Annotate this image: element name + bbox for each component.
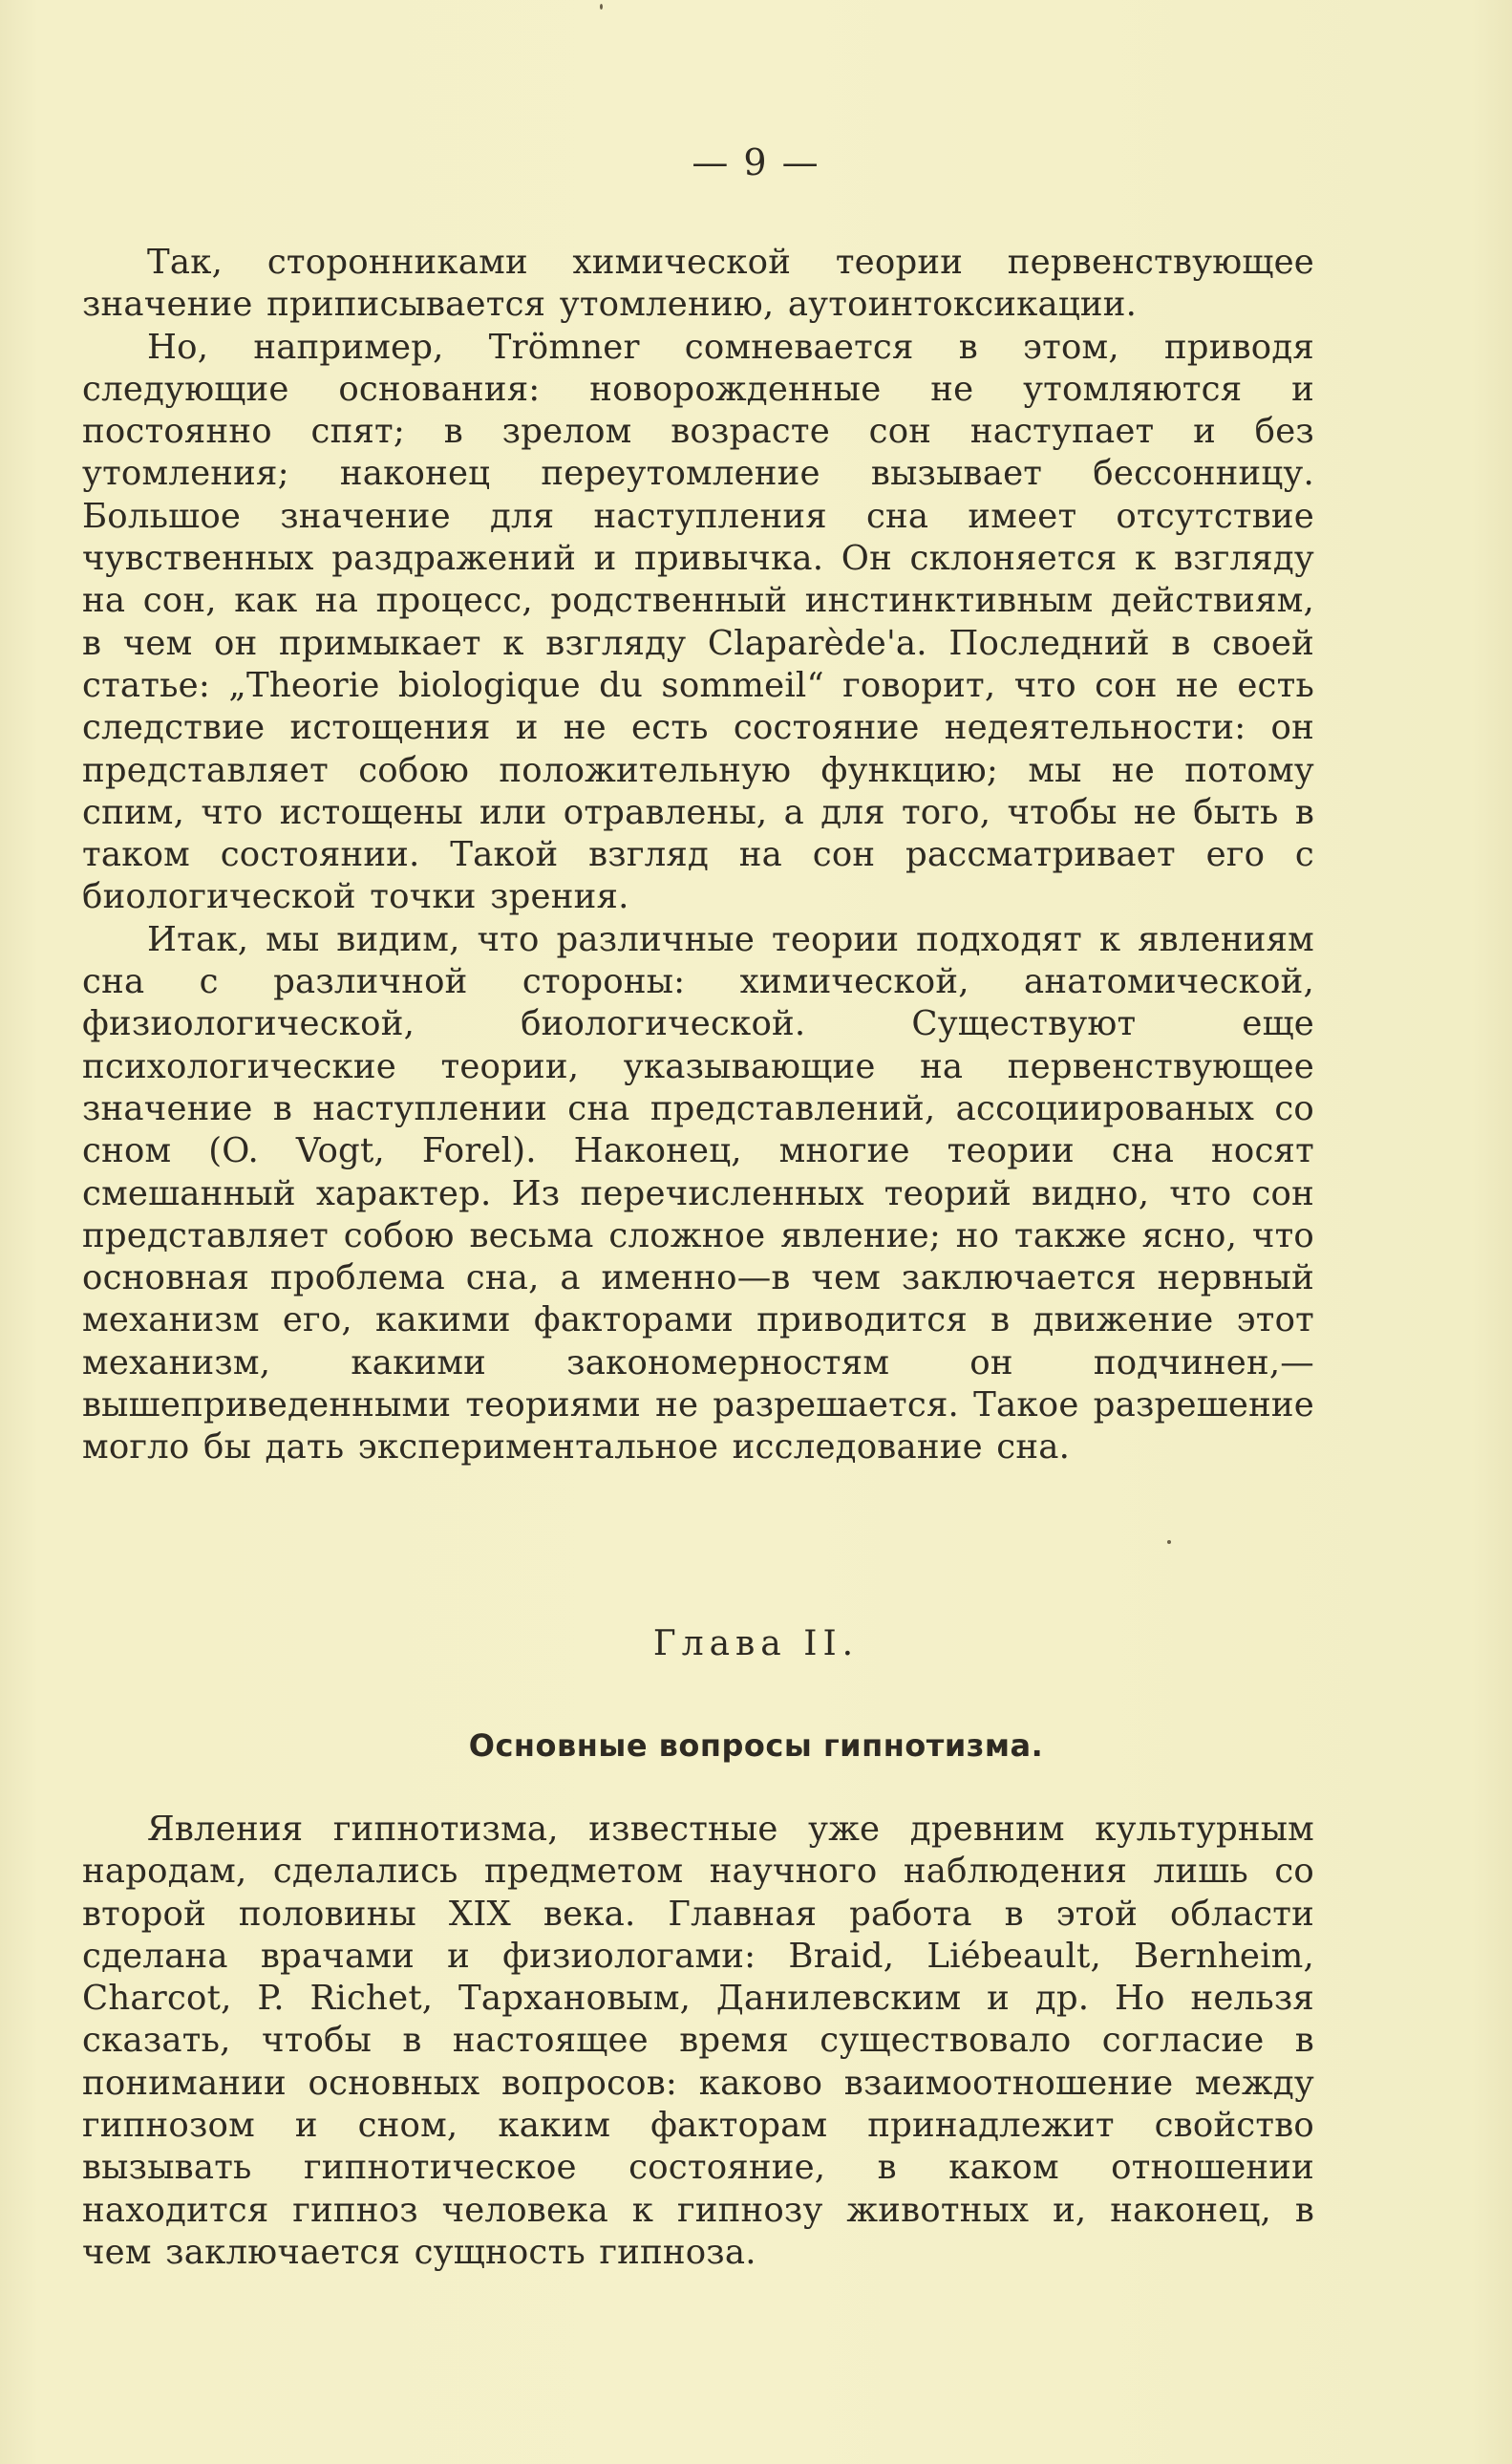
paragraph: Итак, мы видим, что различные теории подходят к явлениям сна с различной стороны: химической, анатомической, физиологической, биологической. Существуют еще психологические теории, указывающие на первенствующее значение в наступлении сна представлений, ассоциированых со сном (O. Vogt, Forel). Наконец, многие теории сна носят смешанный характер. Из перечисленных теорий видно, что сон представляет собою весьма сложное явление; но также ясно, что основная проблема сна, а именно—в чем заключается нервный механизм его, какими факторами приводится в движение этот механизм, какими закономерностям он подчинен,—вышеприведенными теориями не разрешается. Такое разрешение могло бы дать экспериментальное исследование сна.	[82, 919, 1314, 1468]
print-speck	[600, 4, 603, 10]
paragraph: Явления гипнотизма, известные уже древним культурным народам, сделались предметом научного наблюдения лишь со второй половины XIX века. Главная работа в этой области сделана врачами и физиологами: Braid, Liébeault, Bernheim, Charcot, P. Richet, Тархановым, Данилевским и др. Но нельзя сказать, чтобы в настоящее время существовало согласие в понимании основных вопросов: каково взаимоотношение между гипнозом и сном, каким факторам принадлежит свойство вызывать гипнотическое состояние, в каком отношении находится гипноз человека к гипнозу животных и, наконец, в чем заключается сущность гипноза.	[82, 1810, 1314, 2272]
top-section	[82, 242, 1314, 1469]
chapter-number: Глава II.	[652, 1624, 860, 1663]
bottom-section	[82, 1809, 1314, 2274]
chapter-title: Основные вопросы гипнотизма.	[468, 1727, 1044, 1764]
paragraph: Так, сторонниками химической теории первенствующее значение приписывается утомлению, аутоинтоксикации.	[82, 243, 1314, 325]
page-number: — 9 —	[692, 141, 820, 183]
print-speck	[1167, 1540, 1171, 1544]
paragraph: Но, например, Trömner сомневается в этом, приводя следующие основания: новорожденные не утомляются и постоянно спят; в зрелом возрасте сон наступает и без утомления; наконец переутомление вызывает бессонницу. Большое значение для наступления сна имеет отсутствие чувственных раздражений и привычка. Он склоняется к взгляду на сон, как на процесс, родственный инстинктивным действиям, в чем он примыкает к взгляду Claparède'a. Последний в своей статье: „Theorie biologique du sommeil“ говорит, что сон не есть следствие истощения и не есть состояние недеятельности: он представляет собою положительную функцию; мы не потому спим, что истощены или отравлены, а для того, чтобы не быть в таком состоянии. Такой взгляд на сон рассматривает его с биологической точки зрения.	[82, 327, 1314, 917]
